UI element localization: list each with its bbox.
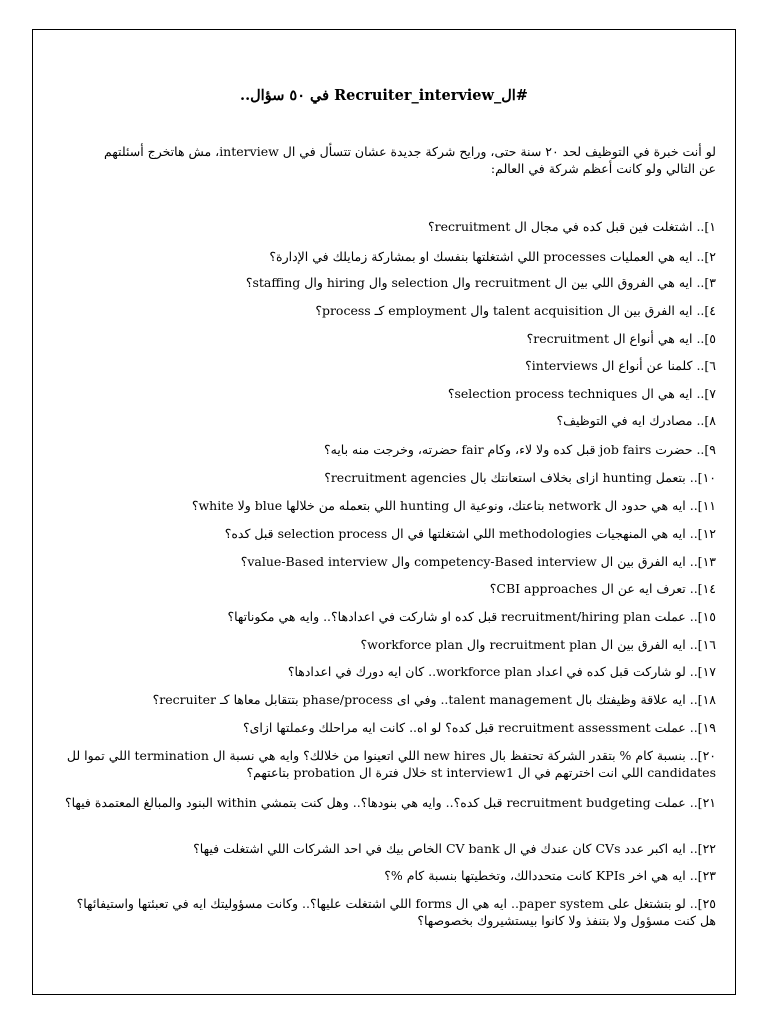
- question-item: ١٠].. بتعمل hunting ازاى بخلاف استعانتك بال recruitment agencies؟: [324, 470, 716, 485]
- intro-paragraph: لو أنت خبرة في التوظيف لحد ٢٠ سنة حتى، ورايح شركة جديدة عشان تتسأل في ال interview، مش هاتخرج أسئلتهم عن التالي ولو كانت أعظم شركة في العالم:: [103, 144, 716, 176]
- question-item: ٢١].. عملت recruitment budgeting قبل كده؟.. وايه هي بنودها؟.. وهل كنت بتمشي within البنود والمبالغ المعتمدة فيها؟: [64, 795, 716, 810]
- question-item: ٢٠].. بنسبة كام % بتقدر الشركة تحتفظ بال new hires اللي اتعينوا من خلالك؟ وايه هي نسبة ال termination اللي تموا لل candidates اللي انت اخترتهم في ال st interview1 خلال فترة ال probation بتاعتهم؟: [66, 748, 716, 780]
- document-title: #ال_Recruiter_interview في ٥٠ سؤال..: [240, 87, 528, 104]
- question-item: ١٨].. ايه علاقة وظيفتك بال talent management.. وفي اى phase/process بتتقابل معاها كـ recruiter؟: [152, 692, 716, 707]
- question-item: ٦].. كلمنا عن أنواع ال interviews؟: [525, 358, 716, 373]
- question-item: ١٢].. ايه هي المنهجيات methodologies اللي اشتغلتها في ال selection process قبل كده؟: [224, 526, 716, 541]
- question-item: ١].. اشتغلت فين قبل كده في مجال ال recruitment؟: [427, 219, 716, 234]
- question-item: ٢٢].. ايه اكبر عدد CVs كان عندك في ال CV bank الخاص بيك في احد الشركات اللي اشتغلت فيها؟: [193, 841, 716, 856]
- question-item: ٣].. ايه هي الفروق اللي بين ال recruitment وال selection وال hiring وال staffing؟: [245, 275, 716, 290]
- question-item: ١٣].. ايه الفرق بين ال competency-Based interview وال value-Based interview؟: [240, 554, 716, 569]
- question-item: ١٩].. عملت recruitment assessment قبل كده؟ لو اه.. كانت ايه مراحلك وعملتها ازاى؟: [242, 720, 716, 735]
- question-item: ٢٣].. ايه هي اخر KPIs كانت متحددالك، وتخطيتها بنسبة كام %؟: [384, 868, 716, 883]
- question-item: ٤].. ايه الفرق بين ال talent acquisition وال employment كـ process؟: [315, 303, 716, 318]
- question-item: ٨].. مصادرك ايه في التوظيف؟: [556, 413, 716, 428]
- question-item: ١٧].. لو شاركت قبل كده في اعداد workforce plan.. كان ايه دورك في اعدادها؟: [287, 664, 716, 679]
- question-item: ٧].. ايه هي ال selection process techniques؟: [447, 386, 716, 401]
- question-item: ١٥].. عملت recruitment/hiring plan قبل كده او شاركت في اعدادها؟.. وايه هي مكوناتها؟: [227, 609, 716, 624]
- question-item: ٢٥].. لو بتشتغل على paper system.. ايه هي ال forms اللي اشتغلت عليها؟.. وكانت مسؤوليتك ايه في تعبئتها واستيفائها؟ هل كنت مسؤول ولا بتنفذ ولا كانوا بيستشيروك بخصوصها؟: [76, 896, 716, 928]
- question-item: ٥].. ايه هي أنواع ال recruitment؟: [526, 331, 716, 346]
- question-item: ١٦].. ايه الفرق بين ال recruitment plan وال workforce plan؟: [360, 637, 716, 652]
- question-item: ٩].. حضرت job fairs قبل كده ولا لاء، وكام fair حضرته، وخرجت منه بايه؟: [323, 442, 716, 457]
- question-item: ١٤].. تعرف ايه عن ال CBI approaches؟: [489, 581, 716, 596]
- question-item: ٢].. ايه هي العمليات processes اللي اشتغلتها بنفسك او بمشاركة زمايلك في الإدارة؟: [269, 249, 716, 264]
- question-item: ١١].. ايه هي حدود ال network بتاعتك، ونوعية ال hunting اللي بتعمله من خلالها blue ولا white؟: [191, 498, 716, 513]
